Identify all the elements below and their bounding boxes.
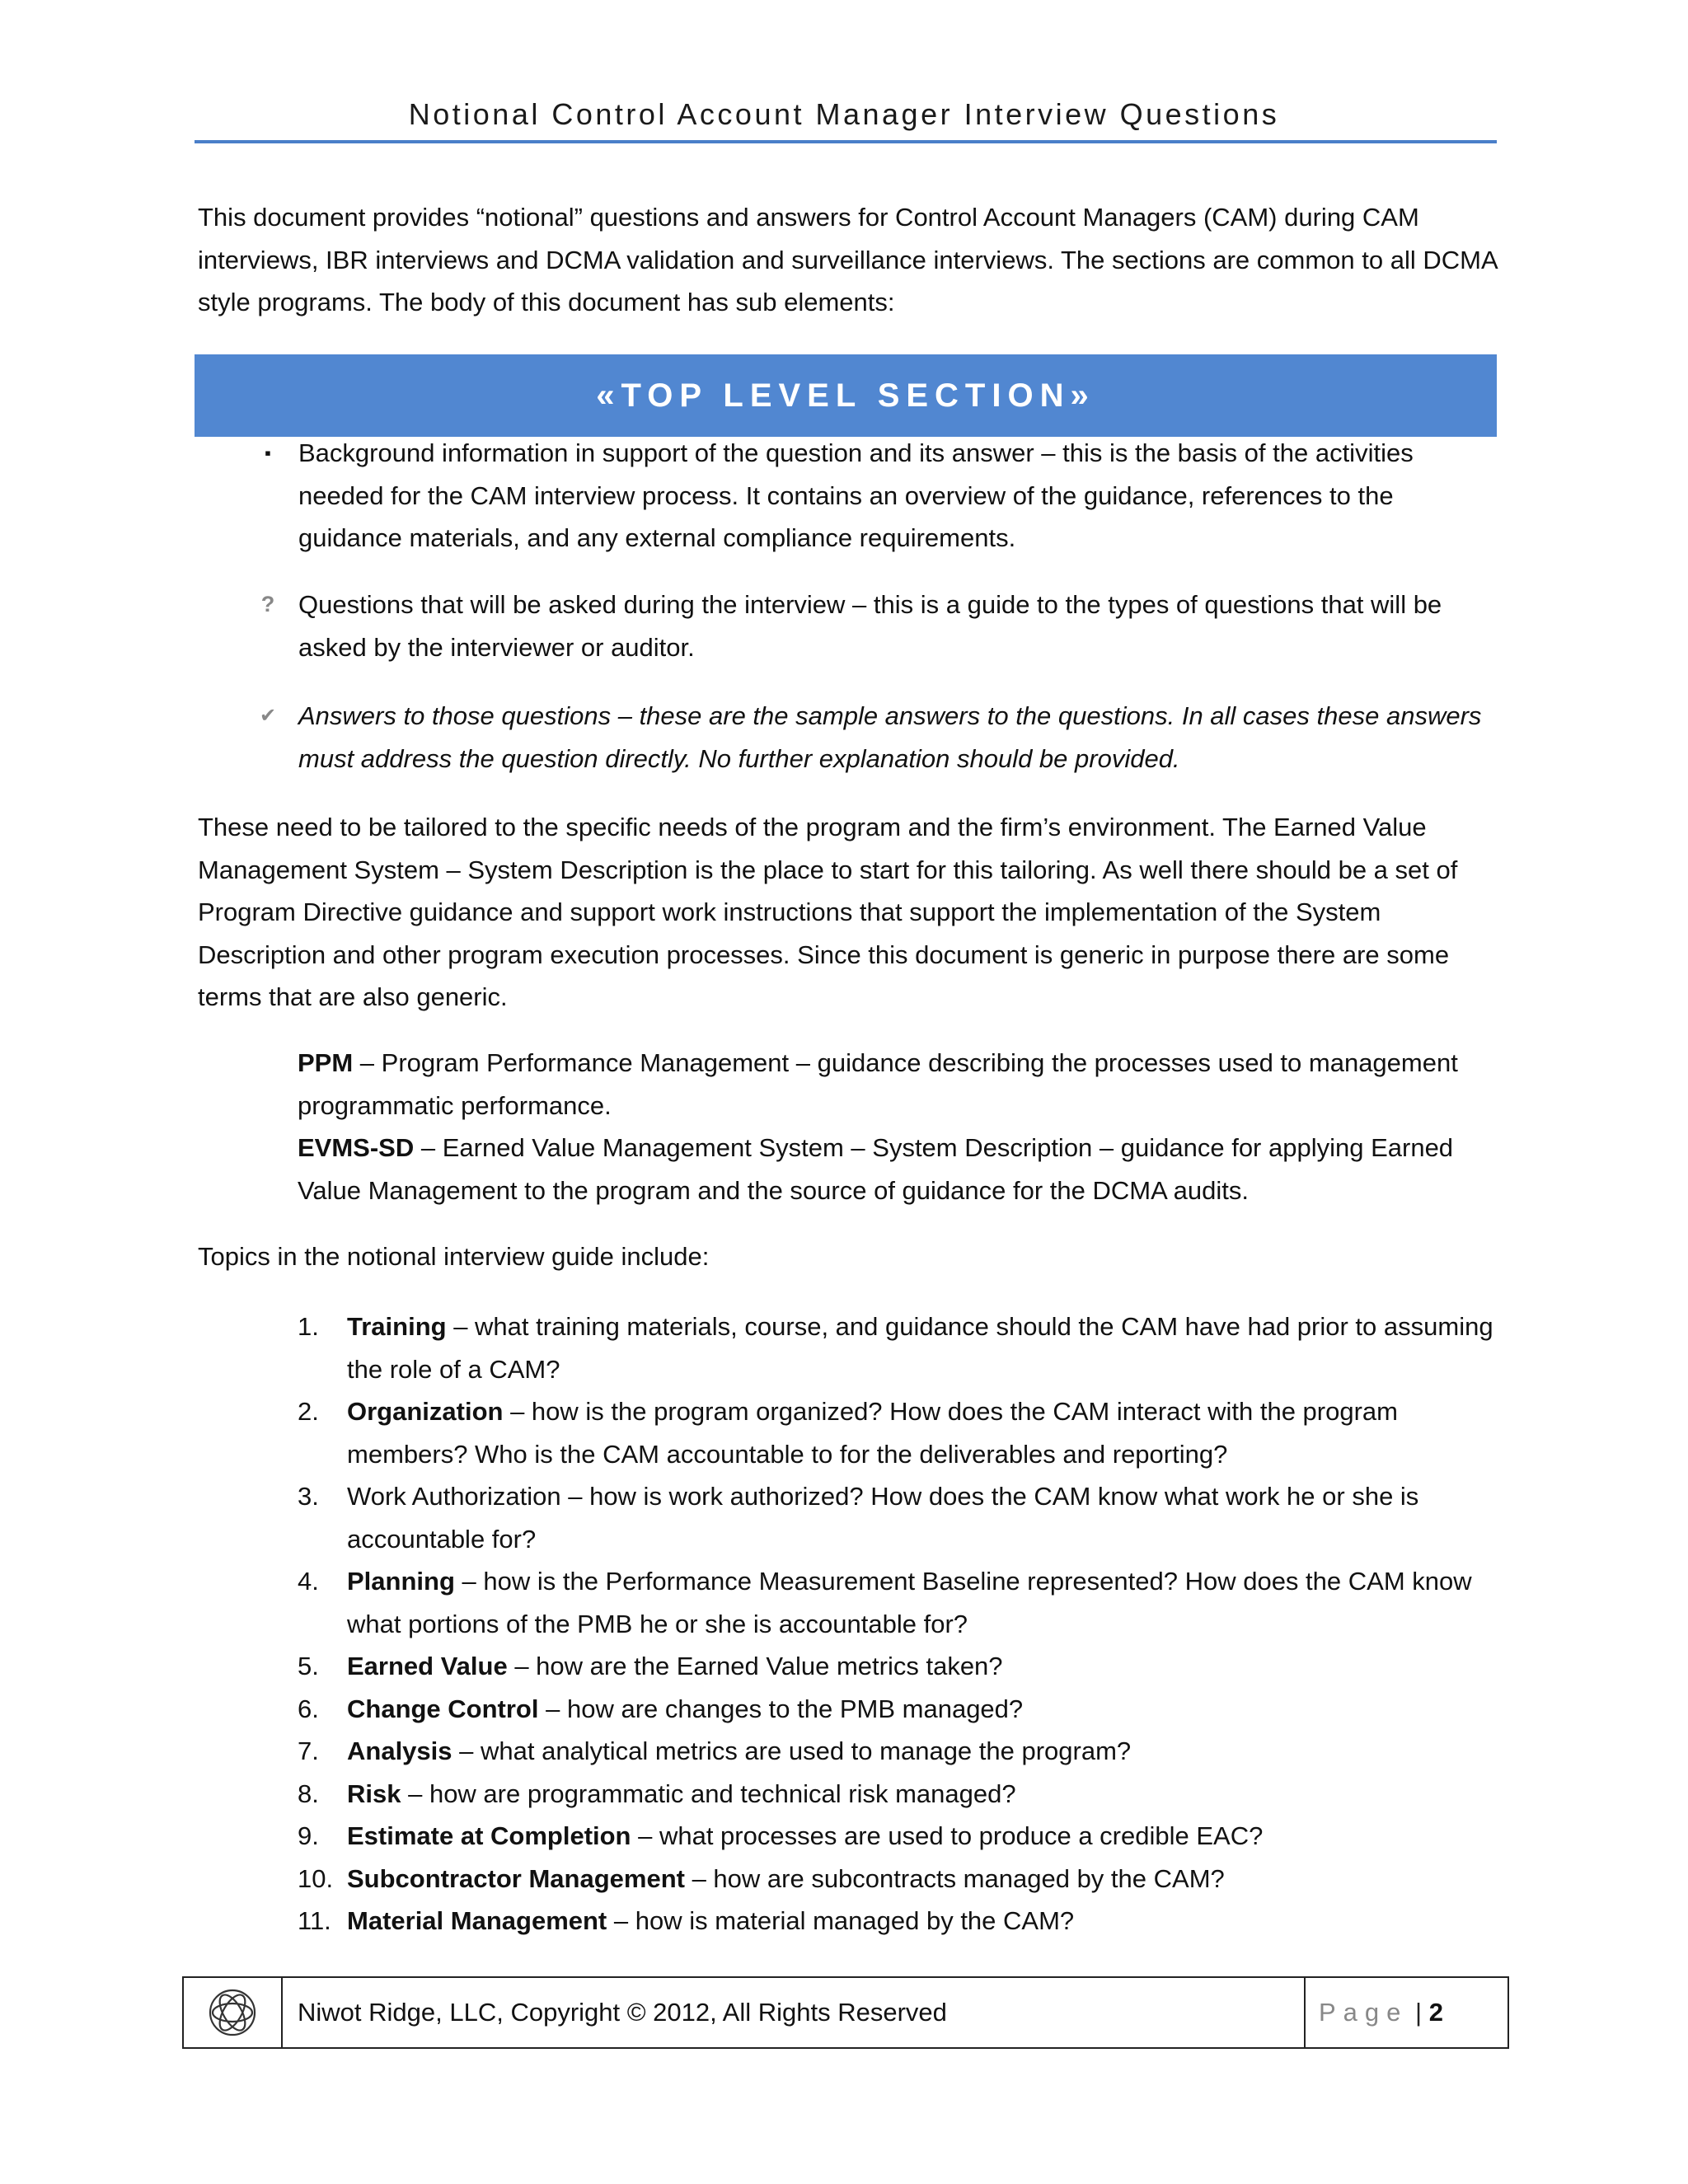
bullet-questions xyxy=(247,583,1500,668)
definitions-block xyxy=(298,1042,1501,1212)
tailoring-paragraph: These need to be tailored to the specific needs of the program and the firm’s environment. The Earned Value Management System – System Description is the place to start for this tailoring. As well there should be a set of Program Directive guidance and support work instructions that support the implementation of the System Description and other program execution processes. Since this document is generic in purpose there are some terms that are also generic. xyxy=(198,813,1458,1011)
topic-text: – how is material managed by the CAM? xyxy=(607,1906,1075,1935)
page-number: 2 xyxy=(1428,1998,1443,2027)
page-separator: | xyxy=(1415,1998,1423,2027)
page-label: Page xyxy=(1319,1998,1409,2027)
topic-term: Training xyxy=(347,1312,447,1341)
topic-text: – how are programmatic and technical risk managed? xyxy=(401,1779,1016,1808)
topic-text: – what training materials, course, and guidance should the CAM have had prior to assuming the role of a CAM? xyxy=(347,1312,1493,1384)
list-item-number: 10. xyxy=(298,1863,334,1893)
topic-text: – what analytical metrics are used to manage the program? xyxy=(452,1736,1132,1765)
list-item-number: 2. xyxy=(298,1397,319,1426)
list-item xyxy=(298,1390,1501,1475)
topic-text: Work Authorization – how is work authorized? How does the CAM know what work he or she is accountable for? xyxy=(347,1482,1419,1554)
definition-term: PPM xyxy=(298,1048,354,1077)
definition-text: – Program Performance Management – guidance describing the processes used to management programmatic performance. xyxy=(298,1048,1458,1120)
topic-term: Subcontractor Management xyxy=(347,1863,685,1893)
list-item-number: 5. xyxy=(298,1652,319,1680)
list-item xyxy=(298,1475,1501,1560)
company-logo-icon xyxy=(206,1986,259,2039)
list-item-number: 9. xyxy=(298,1821,319,1850)
list-item-number: 1. xyxy=(298,1312,319,1341)
list-item-number: 11. xyxy=(298,1906,331,1935)
bullet-background xyxy=(247,432,1500,560)
topic-term: Analysis xyxy=(347,1736,452,1765)
list-item-number: 7. xyxy=(298,1736,319,1765)
topic-text: – how is the program organized? How does the CAM interact with the program members? Who is the CAM accountable to for the deliverables and reporting? xyxy=(347,1397,1398,1469)
topic-term: Estimate at Completion xyxy=(347,1821,631,1850)
top-level-section-banner: «TOP LEVEL SECTION» xyxy=(195,354,1497,437)
list-item xyxy=(298,1773,1501,1816)
topic-term: Organization xyxy=(347,1397,504,1426)
bullet-answers xyxy=(247,695,1500,780)
bullet-answers-text: Answers to those questions – these are the sample answers to the questions. In all cases these answers must address the question directly. No further explanation should be provided. xyxy=(298,701,1482,773)
checkmark-icon: ✔ xyxy=(259,705,277,727)
square-bullet-icon: ▪ xyxy=(265,443,271,463)
list-item-number: 6. xyxy=(298,1694,319,1723)
question-mark-icon: ? xyxy=(260,592,275,616)
page-footer xyxy=(182,1976,1509,2049)
topics-list xyxy=(298,1305,1501,1943)
topic-term: Change Control xyxy=(347,1694,539,1723)
list-item-number: 4. xyxy=(298,1567,319,1596)
topic-text: – how are the Earned Value metrics taken? xyxy=(507,1652,1003,1680)
list-item xyxy=(298,1645,1501,1688)
list-item xyxy=(298,1560,1501,1645)
topic-text: – what processes are used to produce a credible EAC? xyxy=(631,1821,1264,1850)
footer-page-indicator xyxy=(1306,1978,1507,2047)
page-header-title: Notional Control Account Manager Interview Questions xyxy=(408,97,1280,131)
footer-copyright: Niwot Ridge, LLC, Copyright © 2012, All Rights Reserved xyxy=(283,1978,1306,2047)
bullet-questions-text: Questions that will be asked during the interview – this is a guide to the types of questions that will be asked by the interviewer or auditor. xyxy=(298,590,1442,662)
footer-logo xyxy=(184,1978,283,2047)
definition-text: – Earned Value Management System – System Description – guidance for applying Earned Value Management to the program and the source of guidance for the DCMA audits. xyxy=(298,1133,1454,1205)
list-item-number: 8. xyxy=(298,1779,319,1808)
definition-ppm xyxy=(298,1042,1501,1127)
topic-text: – how are subcontracts managed by the CAM? xyxy=(684,1863,1225,1893)
topic-term: Material Management xyxy=(347,1906,607,1935)
intro-paragraph: This document provides “notional” questions and answers for Control Account Managers (CAM) during CAM interviews, IBR interviews and DCMA validation and surveillance interviews. The sections are common to all DCMA style programs. The body of this document has sub elements: xyxy=(198,203,1497,316)
topic-term: Risk xyxy=(347,1779,401,1808)
topic-term: Planning xyxy=(347,1567,455,1596)
list-item xyxy=(298,1688,1501,1731)
list-item xyxy=(298,1858,1501,1900)
topic-text: – how is the Performance Measurement Baseline represented? How does the CAM know what portions of the PMB he or she is accountable for? xyxy=(347,1567,1472,1638)
topic-text: – how are changes to the PMB managed? xyxy=(538,1694,1024,1723)
definition-evms-sd xyxy=(298,1127,1501,1212)
bullet-background-text: Background information in support of the question and its answer – this is the basis of the activities needed for the CAM interview process. It contains an overview of the guidance, references to the guidance materials, and any external compliance requirements. xyxy=(298,438,1414,552)
list-item xyxy=(298,1305,1501,1390)
list-item xyxy=(298,1815,1501,1858)
topics-intro: Topics in the notional interview guide include: xyxy=(198,1242,710,1271)
list-item xyxy=(298,1900,1501,1943)
definition-term: EVMS-SD xyxy=(298,1133,415,1162)
list-item xyxy=(298,1730,1501,1773)
list-item-number: 3. xyxy=(298,1482,319,1511)
topic-term: Earned Value xyxy=(347,1652,508,1680)
header-divider xyxy=(195,140,1497,143)
